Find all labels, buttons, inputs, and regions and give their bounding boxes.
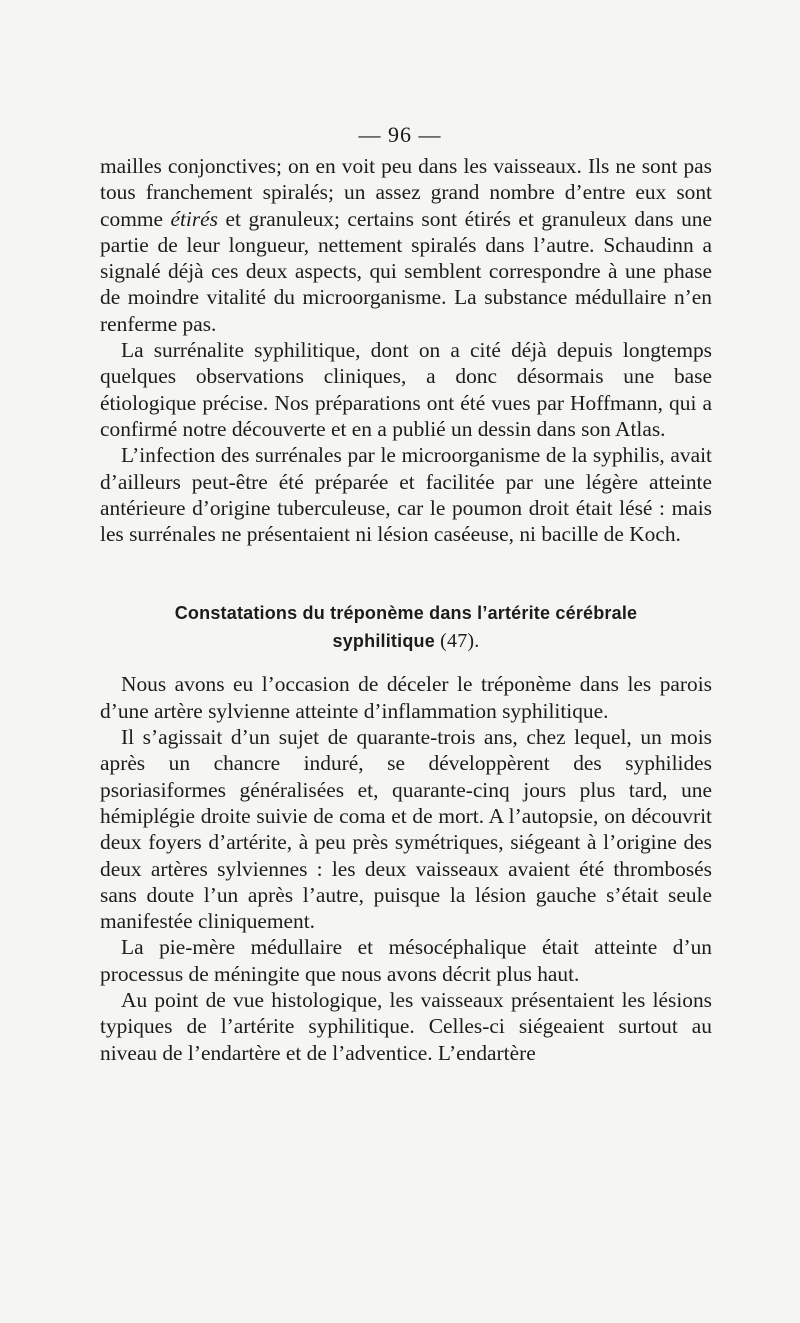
section-heading-line-2 — [100, 627, 712, 655]
section-spacer — [100, 547, 712, 599]
section-heading-line-1: Constatations du tréponème dans l’artérite cérébrale — [174, 603, 638, 624]
section-heading-text: syphilitique — [332, 631, 435, 652]
paragraph-occasion: Nous avons eu l’occasion de déceler le tréponème dans les parois d’une artère sylvienne atteinte d’inflammation syphilitique. — [100, 672, 712, 723]
page-body — [100, 153, 712, 1066]
paragraph-infection: L’infection des surrénales par le microorganisme de la syphilis, avait d’ailleurs peut-être été préparée et facilitée par une légère atteinte antérieure d’origine tuberculeuse, car le poumon droit était lésé : mais les surrénales ne présentaient ni lésion caséeuse, ni bacille de Koch. — [100, 443, 712, 547]
paragraph-text: mailles conjonctives; on en voit peu dans les vaisseaux. Ils ne sont pas tous franchement spiralés; un assez grand nombre d’entre eux sont comme — [100, 154, 712, 231]
paragraph-histology: Au point de vue histologique, les vaisseaux présentaient les lésions typiques de l’artérite syphilitique. Celles-ci siégeaient surtout au niveau de l’endartère et de l’adventice. L’endartère — [100, 988, 712, 1065]
italic-term: étirés — [170, 206, 218, 231]
paragraph-continued — [100, 153, 712, 337]
paragraph-pie-mere: La pie-mère médullaire et mésocéphalique était atteinte d’un processus de méningite que nous avons décrit plus haut. — [100, 935, 712, 986]
page-number: — 96 — — [358, 122, 442, 147]
section-heading — [100, 599, 712, 655]
paragraph-text: et granuleux; certains sont étirés et granuleux dans une partie de leur longueur, nettement spiralés dans l’autre. Schaudinn a signalé déjà ces deux aspects, qui semblent correspondre à une phase de moindre vitalité du microorganisme. La substance médullaire n’en renferme pas. — [100, 206, 712, 336]
section-reference-number: (47). — [440, 630, 480, 653]
heading-spacer — [100, 655, 712, 671]
paragraph-surrenalite: La surrénalite syphilitique, dont on a cité déjà depuis longtemps quelques observations cliniques, a donc désormais une base étiologique précise. Nos préparations ont été vues par Hoffmann, qui a confirmé notre découverte et en a publié un dessin dans son Atlas. — [100, 338, 712, 441]
paragraph-case-report: Il s’agissait d’un sujet de quarante-trois ans, chez lequel, un mois après un chancre induré, se développèrent des syphilides psoriasiformes généralisées et, quarante-cinq jours plus tard, une hémiplégie droite suivie de coma et de mort. A l’autopsie, on découvrit deux foyers d’artérite, à peu près symétriques, siégeant à l’origine des deux artères sylviennes : les deux vaisseaux avaient été thrombosés sans doute l’un après l’autre, puisque la lésion gauche s’était seule manifestée cliniquement. — [100, 725, 712, 934]
